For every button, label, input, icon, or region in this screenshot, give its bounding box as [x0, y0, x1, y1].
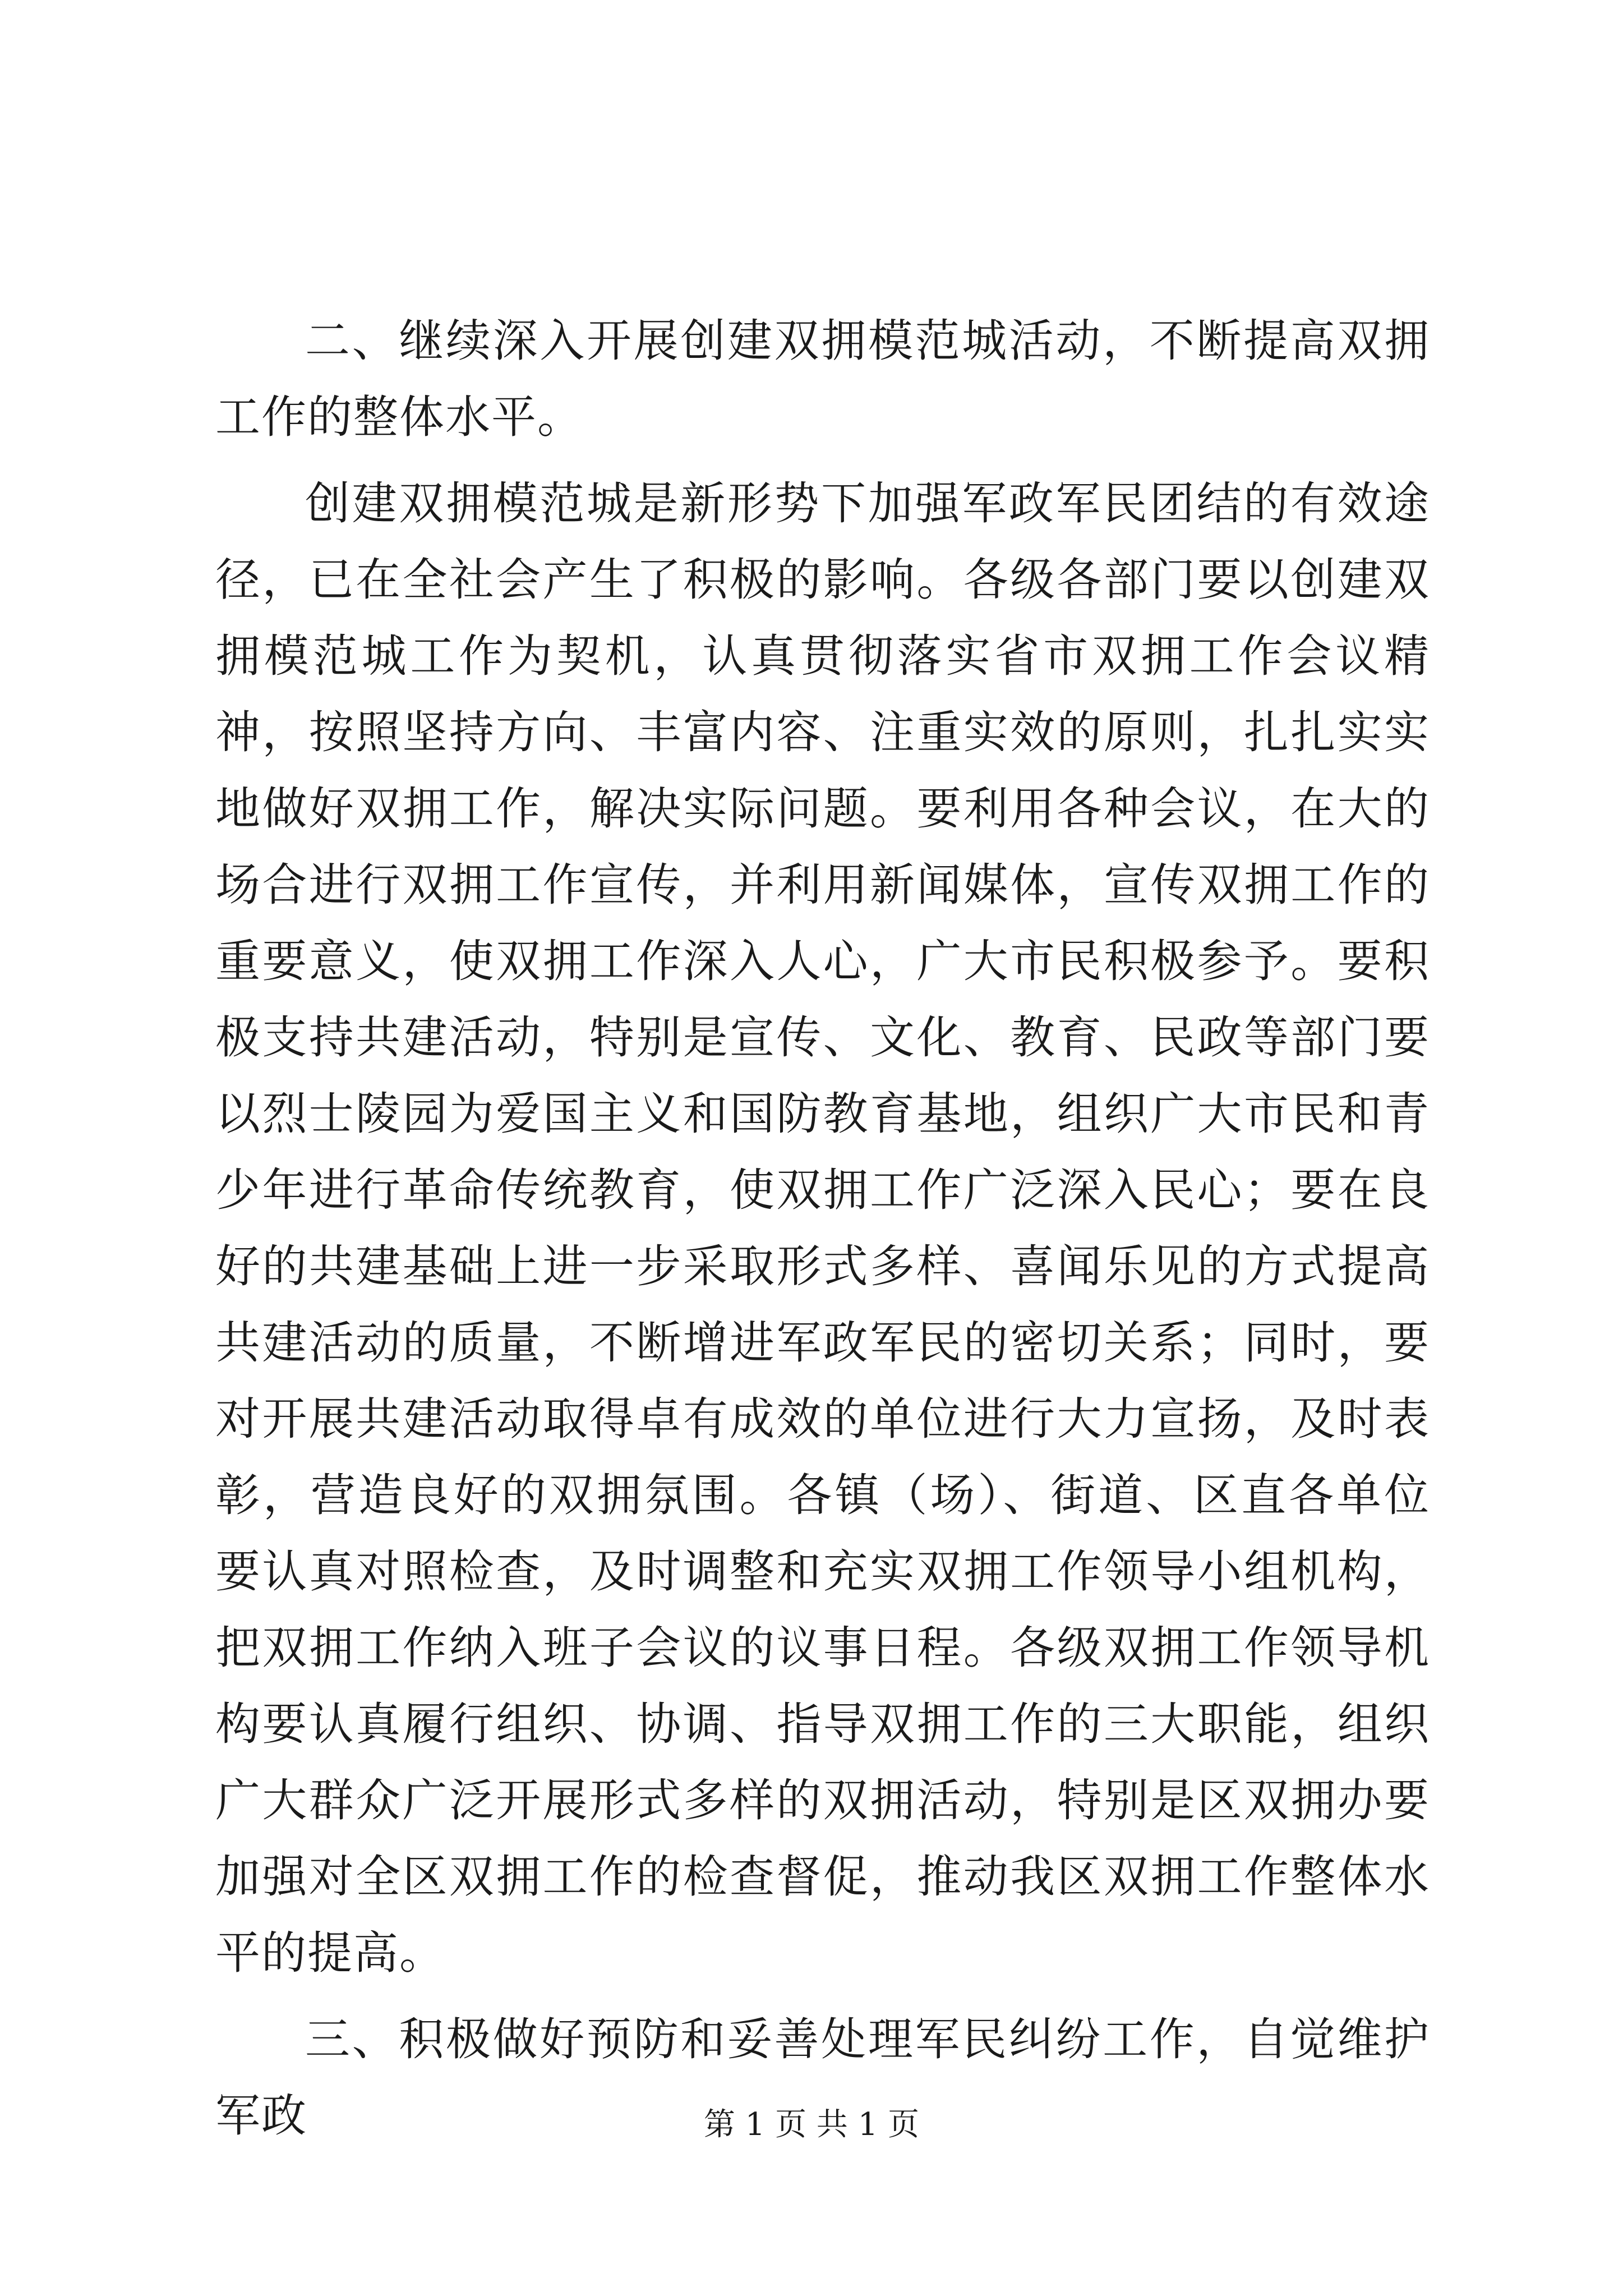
section-heading-3: 三、积极做好预防和妥善处理军民纠纷工作，自觉维护军政	[215, 2013, 1430, 2142]
section-heading-2: 二、继续深入开展创建双拥模范城活动，不断提高双拥工作的整体水平。	[215, 315, 1430, 443]
body-paragraph: 创建双拥模范城是新形势下加强军政军民团结的有效途径，已在全社会产生了积极的影响。各级各部门要以创建双拥模范城工作为契机，认真贯彻落实省市双拥工作会议精神，按照坚持方向、丰富内容、注重实效的原则，扎扎实实地做好双拥工作，解决实际问题。要利用各种会议，在大的场合进行双拥工作宣传，并利用新闻媒体，宣传双拥工作的重要意义，使双拥工作深入人心，广大市民积极参予。要积极支持共建活动，特别是宣传、文化、教育、民政等部门要以烈士陵园为爱国主义和国防教育基地，组织广大市民和青少年进行革命传统教育，使双拥工作广泛深入民心；要在良好的共建基础上进一步采取形式多样、喜闻乐见的方式提高共建活动的质量，不断增进军政军民的密切关系；同时，要对开展共建活动取得卓有成效的单位进行大力宣扬，及时表彰，营造良好的双拥氛围。各镇（场）、街道、区直各单位要认真对照检查，及时调整和充实双拥工作领导小组机构，把双拥工作纳入班子会议的议事日程。各级双拥工作领导机构要认真履行组织、协调、指导双拥工作的三大职能，组织广大群众广泛开展形式多样的双拥活动，特别是区双拥办要加强对全区双拥工作的检查督促，推动我区双拥工作整体水平的提高。	[215, 477, 1430, 1979]
document-body	[215, 303, 1430, 2154]
page-footer: 第 1 页 共 1 页	[703, 2106, 920, 2143]
